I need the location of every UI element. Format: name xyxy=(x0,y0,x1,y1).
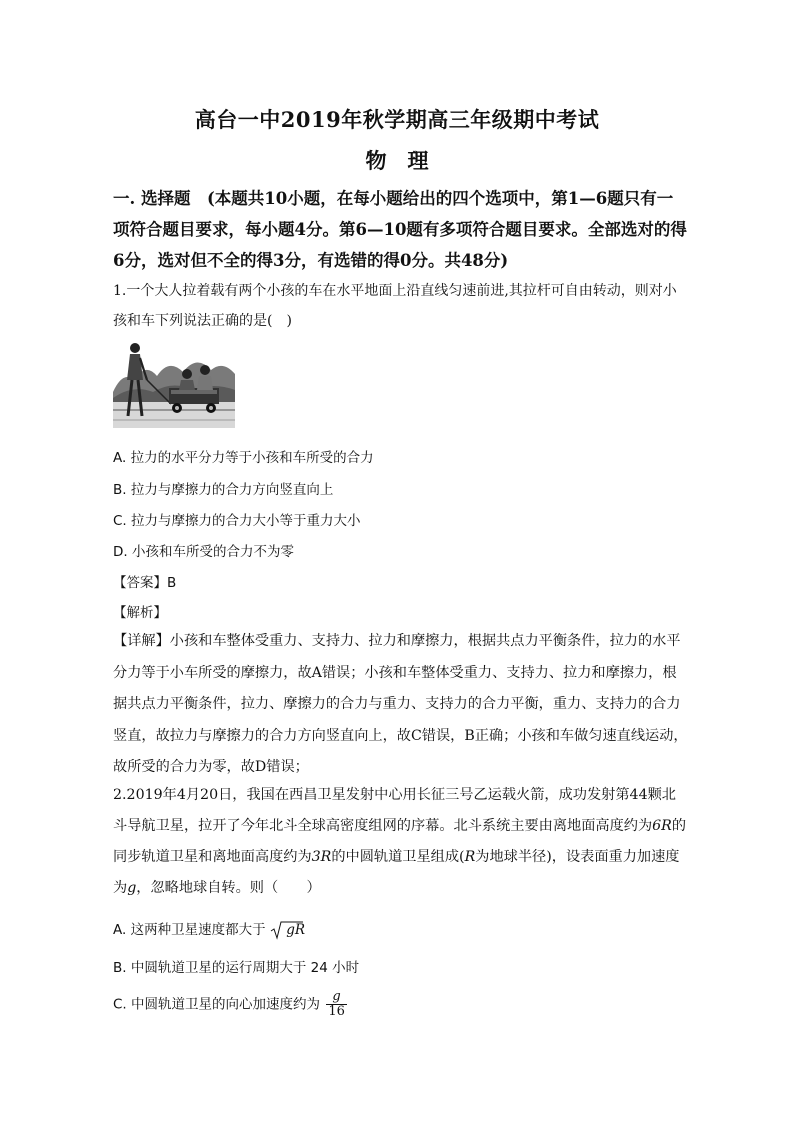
question-1-analysis-label: 【解析】 xyxy=(113,605,167,621)
q2-stem-part: ，忽略地球自转。则（ ） xyxy=(136,880,321,896)
question-2-option-c xyxy=(113,990,347,1019)
q2-stem-part: 的同步轨道卫星和离地面高度约为 xyxy=(113,818,687,865)
question-1-illustration xyxy=(113,340,235,428)
question-2-option-a xyxy=(113,918,327,940)
question-1-option-d: D. 小孩和车所受的合力不为零 xyxy=(113,544,294,560)
question-1-stem: 1.一个大人拉着载有两个小孩的车在水平地面上沿直线匀速前进,其拉杆可自由转动，则对小孩和车下列说法正确的是( ) xyxy=(113,283,677,329)
exam-title: 高台一中2019年秋学期高三年级期中考试 xyxy=(194,107,600,132)
q2-stem-math: R xyxy=(464,849,476,865)
q2-option-a-text: A. 这两种卫星速度都大于 xyxy=(113,922,266,938)
q2-stem-math: g xyxy=(127,880,137,896)
q2-stem-math: 3R xyxy=(311,849,332,865)
fraction-denominator: 16 xyxy=(328,1004,345,1019)
question-1-option-b: B. 拉力与摩擦力的合力方向竖直向上 xyxy=(113,482,334,498)
question-1-option-c: C. 拉力与摩擦力的合力大小等于重力大小 xyxy=(113,513,361,529)
sqrt-expression xyxy=(270,920,327,940)
fraction-numerator: g xyxy=(326,990,347,1005)
question-1-answer: 【答案】B xyxy=(113,575,177,591)
question-1-detail: 【详解】小孩和车整体受重力、支持力、拉力和摩擦力，根据共点力平衡条件，拉力的水平分力等于小车所受的摩擦力，故A错误；小孩和车整体受重力、支持力、拉力和摩擦力，根据共点力平衡条件，拉力、摩擦力的合力与重力、支持力的合力平衡，重力、支持力的合力竖直，故拉力与摩擦力的合力方向竖直向上，故C错误，B正确；小孩和车做匀速直线运动，故所受的合力为零，故D错误； xyxy=(113,633,688,775)
q2-stem-part: 为地球半径)，设表面重力加速度为 xyxy=(113,849,680,896)
q2-stem-math: 6R xyxy=(652,818,672,834)
fraction xyxy=(326,990,347,1019)
q2-option-c-text: C. 中圆轨道卫星的向心加速度约为 xyxy=(113,996,321,1013)
q2-stem-part: 的中圆轨道卫星组成( xyxy=(331,849,465,865)
subject-title: 物 理 xyxy=(365,148,429,173)
question-2-option-b: B. 中圆轨道卫星的运行周期大于 24 小时 xyxy=(113,960,360,976)
sqrt-content: gR xyxy=(286,922,305,938)
question-2-stem xyxy=(113,780,688,904)
q2-stem-part: 2.2019年4月20日，我国在西昌卫星发射中心用长征三号乙运载火箭，成功发射第44颗北斗导航卫星，拉开了今年北斗全球高密度组网的序幕。北斗系统主要由离地面高度约为 xyxy=(113,787,676,834)
section-heading: 一. 选择题 (本题共10小题，在每小题给出的四个选项中，第1—6题只有一项符合题目要求，每小题4分。第6—10题有多项符合题目要求。全部选对的得6分，选对但不全的得3分，有选错的得0分。共48分) xyxy=(113,189,687,270)
question-1-option-a: A. 拉力的水平分力等于小孩和车所受的合力 xyxy=(113,450,374,466)
